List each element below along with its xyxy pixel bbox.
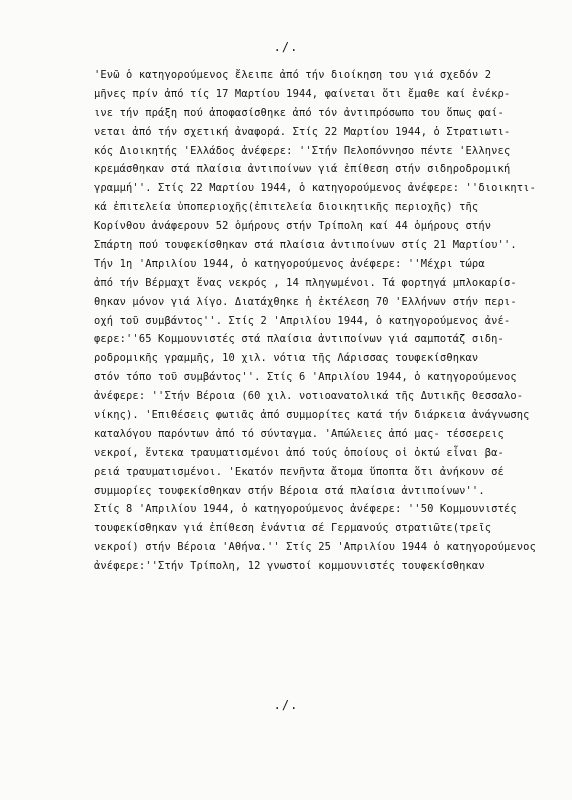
text-line: φερε:''65 Κομμουνιστές στά πλαίσια ἀντιποίνων γιά σαμποτάζ σιδη-: [94, 333, 504, 346]
text-line: γραμμή''. Στίς 22 Μαρτίου 1944, ὁ κατηγορούμενος ἀνέφερε: ''διοικητι-: [94, 182, 536, 195]
text-line: Κορίνθου ἀνάφερουν 52 ὁμήρους στήν Τρίπολη καί 44 ὁμήρους στήν: [94, 220, 492, 233]
text-line: ροδρομικῆς γραμμῆς, 10 χιλ. νότια τῆς Λάρισσας τουφεκίσθηκαν: [94, 352, 479, 365]
text-line: Σπάρτη πού τουφεκίσθηκαν στά πλαίσια ἀντιποίνων στίς 21 Μαρτίου''.: [94, 239, 517, 252]
text-line: Στίς 8 'Απριλίου 1944, ὁ κατηγορούμενος ἀνέφερε: ''50 Κομμουνιστές: [94, 503, 517, 516]
text-line: ἀνέφερε: ''Στήν Βέροια (60 χιλ. νοτιοανατολικά τῆς Δυτικῆς Θεσσαλο-: [94, 390, 524, 403]
text-line: νίκης). 'Επιθέσεις φωτιᾶς ἀπό συμμορίτες κατά τήν διάρκεια ἀνάγνωσης: [94, 409, 530, 422]
text-line: νεται ἀπό τήν σχετική ἀναφορά. Στίς 22 Μαρτίου 1944, ὁ Στρατιωτι-: [94, 125, 511, 138]
text-line: 'Ενῶ ὁ κατηγορούμενος ἔλειπε ἀπό τήν διοίκηση του γιά σχεδόν 2: [94, 69, 492, 81]
text-line: καταλόγου παρόντων ἀπό τό σύνταγμα. 'Απώλειες ἀπό μας- τέσσερεις: [94, 427, 504, 440]
text-line: θηκαν μόνον γιά λίγο. Διατάχθηκε ἡ ἐκτέλεση 70 'Ελλήνων στήν περι-: [94, 295, 517, 308]
text-line: Τήν 1η 'Απριλίου 1944, ὁ κατηγορούμενος ἀνέφερε: ''Μέχρι τώρα: [94, 257, 485, 270]
text-line: κά ἐπιτελεία ὑποπεριοχῆς(ἐπιτελεία διοικητικῆς περιοχῆς) τῆς: [94, 201, 479, 214]
page-continuation-mark-bottom: ./.: [273, 698, 299, 712]
text-line: ἀπό τήν Βέρμαχτ ἕνας νεκρός , 14 πληγωμένοι. Τά φορτηγά μπλοκαρίσ-: [94, 276, 517, 289]
text-line: ρειά τραυματισμένοι. 'Εκατόν πενῆντα ἄτομα ὕποπτα ὅτι ἀνήκουν σέ: [94, 465, 504, 478]
text-line: στόν τόπο τοῦ συμβάντος''. Στίς 6 'Απριλίου 1944, ὁ κατηγορούμενος: [94, 371, 517, 384]
text-line: τουφεκίσθηκαν γιά ἐπίθεση ἐνάντια σέ Γερμανούς στρατιῶτε(τρεῖς: [94, 522, 492, 535]
text-line: ινε τήν πράξη πού ἀποφασίσθηκε ἀπό τόν ἀντιπρόσωπο του ὅπως φαί-: [94, 106, 504, 119]
text-line: νεκροί) στήν Βέροια 'Αθήνα.'' Στίς 25 'Απριλίου 1944 ὁ κατηγορούμενος: [94, 541, 536, 554]
typewritten-body: [94, 66, 564, 576]
text-line: κός Διοικητής 'Ελλάδος ἀνέφερε: ''Στήν Πελοπόννησο πέντε 'Ελληνες: [94, 144, 511, 157]
text-line: ἀνέφερε:''Στήν Τρίπολη, 12 γνωστοί κομμουνιστές τουφεκίσθηκαν: [94, 560, 485, 573]
text-line: μῆνες πρίν ἀπό τίς 17 Μαρτίου 1944, φαίνεται ὅτι ἔμαθε καί ἐνέκρ-: [94, 87, 511, 100]
text-line: οχή τοῦ συμβάντος''. Στίς 2 'Απριλίου 1944, ὁ κατηγορούμενος ἀνέ-: [94, 314, 511, 327]
text-line: κρεμάσθηκαν στά πλαίσια ἀντιποίνων γιά ἐπίθεση στήν σιδηροδρομική: [94, 163, 511, 176]
text-line: νεκροί, ἕντεκα τραυματισμένοι ἀπό τούς ὁποίους οἱ ὀκτώ εἶναι βα-: [94, 446, 504, 459]
text-line: συμμορίες τουφεκίσθηκαν στήν Βέροια στά πλαίσια ἀντιποίνων''.: [94, 484, 485, 497]
page-continuation-mark-top: ./.: [273, 40, 299, 54]
